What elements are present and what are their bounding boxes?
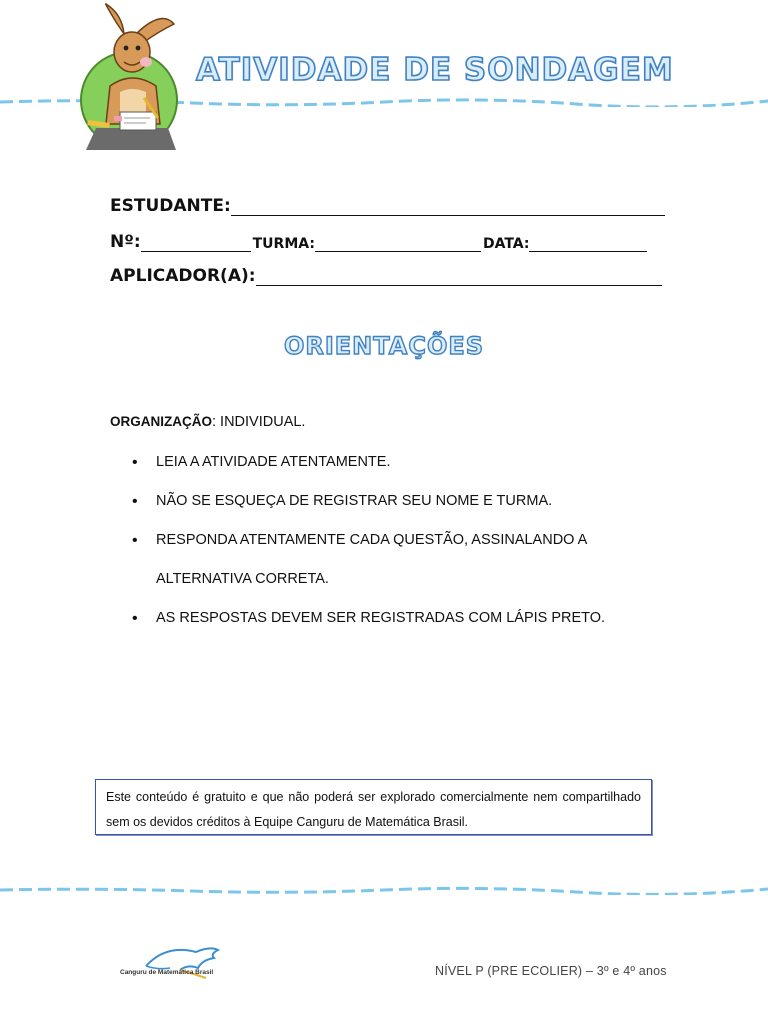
footer-level: NÍVEL P (PRE ECOLIER) – 3º e 4º anos xyxy=(435,964,667,978)
class-field[interactable] xyxy=(315,233,481,252)
list-item xyxy=(132,521,652,599)
organization-label: ORGANIZAÇÃO xyxy=(110,414,212,429)
logo-text: Canguru de Matemática Brasil xyxy=(120,969,214,976)
class-label: TURMA: xyxy=(252,236,315,252)
kangaroo-writing-icon xyxy=(76,0,186,155)
bottom-dashed-divider xyxy=(0,885,768,895)
list-item: • NÃO SE ESQUEÇA DE REGISTRAR SEU NOME E TURMA. xyxy=(132,482,652,521)
date-label: DATA: xyxy=(482,236,530,252)
applicator-field[interactable] xyxy=(256,267,662,286)
list-item: • LEIA A ATIVIDADE ATENTAMENTE. xyxy=(132,443,652,482)
copyright-notice: Este conteúdo é gratuito e que não poderá ser explorado comercialmente nem compartilhado sem os devidos créditos à Equipe Canguru de Matemática Brasil. xyxy=(95,779,652,835)
number-field[interactable] xyxy=(141,233,251,252)
number-label: Nº: xyxy=(110,232,141,252)
page-title: ATIVIDADE DE SONDAGEM xyxy=(196,52,674,88)
student-field-row xyxy=(110,196,667,216)
applicator-label: APLICADOR(A): xyxy=(110,266,256,286)
list-item-text: RESPONDA ATENTAMENTE CADA QUESTÃO, ASSINALANDO A xyxy=(156,532,588,548)
orientations-list xyxy=(132,443,652,638)
list-item: • AS RESPOSTAS DEVEM SER REGISTRADAS COM LÁPIS PRETO. xyxy=(132,599,652,638)
number-class-date-row xyxy=(110,232,649,252)
student-label: ESTUDANTE: xyxy=(110,196,231,216)
student-field[interactable] xyxy=(231,197,665,216)
applicator-field-row xyxy=(110,266,664,286)
organization-line xyxy=(110,414,305,430)
date-field[interactable] xyxy=(529,233,647,252)
orientations-title: ORIENTAÇÕES xyxy=(283,332,485,360)
organization-value: : INDIVIDUAL. xyxy=(212,414,306,430)
list-item-continuation: ALTERNATIVA CORRETA. xyxy=(156,571,329,587)
